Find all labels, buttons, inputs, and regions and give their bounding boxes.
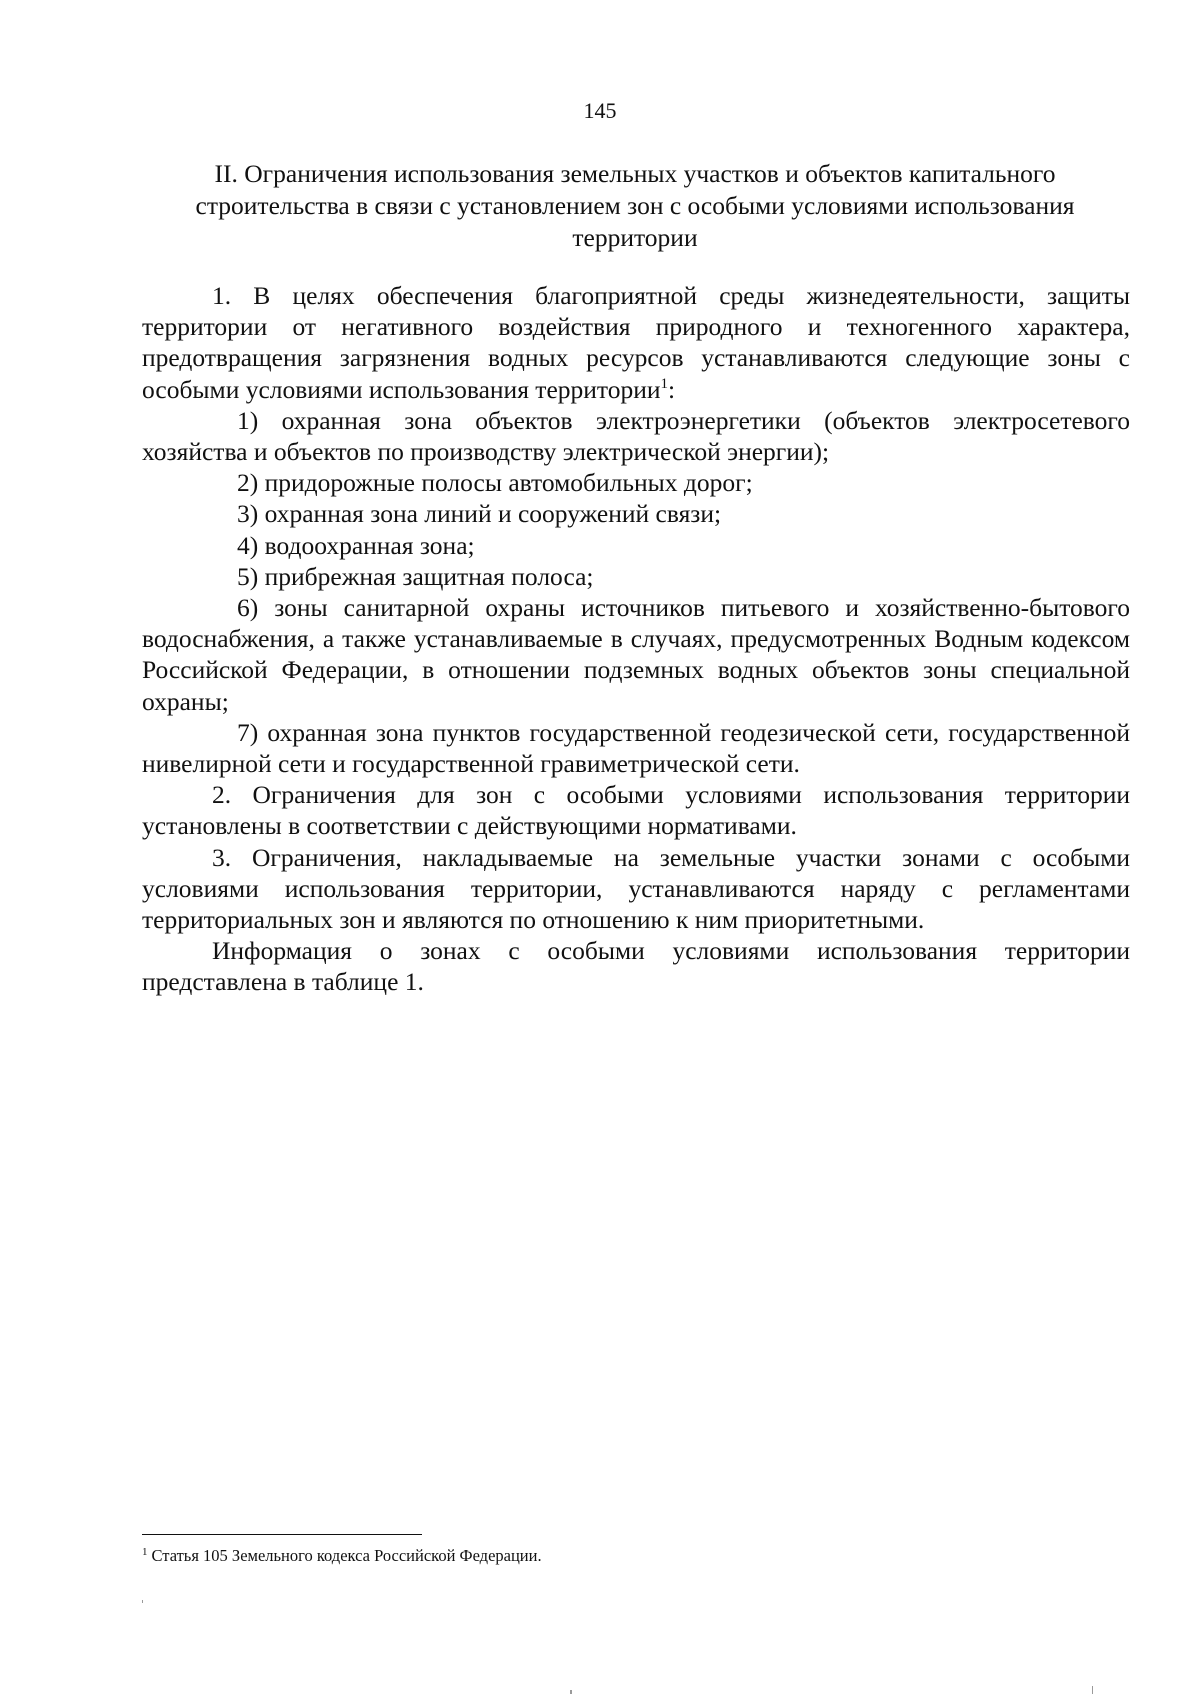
footnote-text: Статья 105 Земельного кодекса Российской Федерации. xyxy=(151,1546,542,1565)
paragraph-4: Информация о зонах с особыми условиями использования территории представлена в таблице 1. xyxy=(142,936,1130,997)
footnote-divider xyxy=(142,1534,422,1535)
paragraph-3: 3. Ограничения, накладываемые на земельные участки зонами с особыми условиями использования территории, устанавливаются наряду с регламентами территориальных зон и являются по отношению к ним приоритетными. xyxy=(142,842,1130,935)
page-number: 145 xyxy=(583,98,617,123)
zone-list-item: 2) придорожные полосы автомобильных дорог; xyxy=(237,468,753,498)
section-heading xyxy=(140,158,1130,254)
footnote-marker: 1 xyxy=(142,1546,148,1558)
zone-list-item: 7) охранная зона пунктов государственной геодезической сети, государственной нивелирной сети и государственной гравиметрической сети. xyxy=(142,717,1130,779)
paragraph-1-text: 1. В целях обеспечения благоприятной среды жизнедеятельности, защиты территории от негативного воздействия природного и техногенного характера, предотвращения загрязнения водных ресурсов устанавливаются следующие зоны с особыми условиями использования территории xyxy=(142,281,1130,404)
zone-list-item: 4) водоохранная зона; xyxy=(237,530,475,560)
zone-list-item: 3) охранная зона линий и сооружений связи; xyxy=(237,499,722,529)
section-heading-line: строительства в связи с установлением зон с особыми условиями использования xyxy=(195,191,1075,220)
paragraph-1-tail: : xyxy=(668,374,676,404)
section-heading-line: II. Ограничения использования земельных участков и объектов капитального xyxy=(214,159,1056,188)
body-text xyxy=(142,280,1130,998)
zone-list-item: 5) прибрежная защитная полоса; xyxy=(237,561,594,591)
zone-list-item: 1) охранная зона объектов электроэнергетики (объектов электросетевого хозяйства и объектов по производству электрической энергии); xyxy=(142,405,1130,467)
footnote xyxy=(142,1545,1042,1567)
paragraph-1 xyxy=(142,280,1130,405)
zone-list-item: 6) зоны санитарной охраны источников питьевого и хозяйственно-бытового водоснабжения, а также устанавливаемые в случаях, предусмотренных Водным кодексом Российской Федерации, в отношении подземных водных объектов зоны специальной охраны; xyxy=(142,593,1130,716)
section-heading-line: территории xyxy=(572,223,698,252)
footnote-reference: 1 xyxy=(660,375,669,392)
paragraph-2: 2. Ограничения для зон с особыми условиями использования территории установлены в соответствии с действующими нормативами. xyxy=(142,780,1130,841)
